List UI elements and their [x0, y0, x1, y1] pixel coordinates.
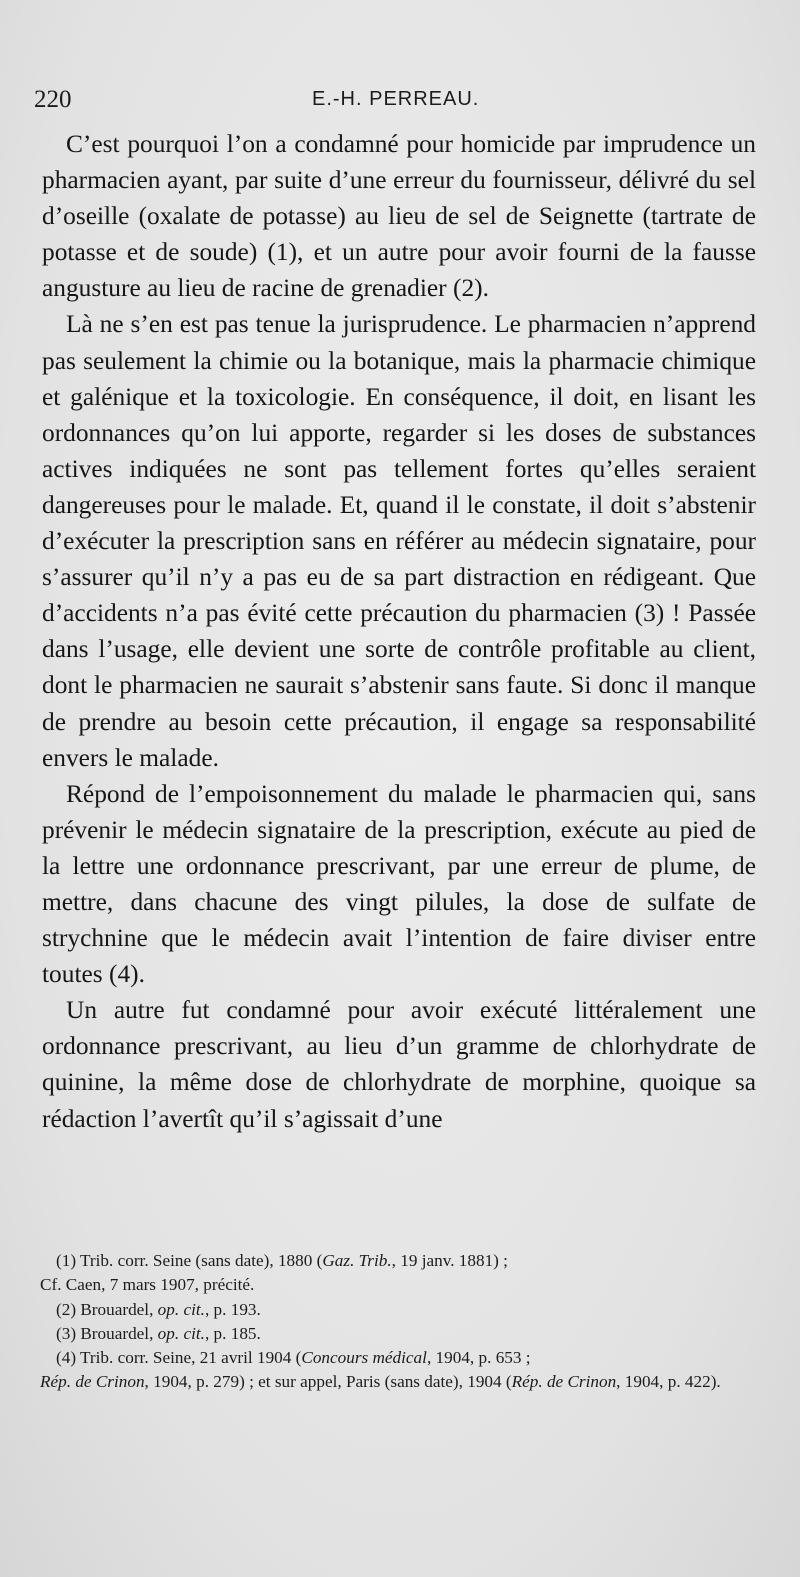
footnote-text: , 19 janv. 1881) ; [391, 1251, 508, 1270]
footnote-4 [40, 1346, 758, 1370]
paragraph: Là ne s’en est pas tenue la jurisprudence. Le pharmacien n’apprend pas seulement la chimie ou la botanique, mais la pharmacie chimique et galénique et la toxicologie. En conséquence, il doit, en lisant les ordonnances qu’on lui apporte, regarder si les doses de substances actives indiquées ne sont pas tellement fortes qu’elles seraient dangereuses pour le malade. Et, quand il le constate, il doit s’abstenir d’exécuter la prescription sans en référer au médecin signataire, pour s’assurer qu’il n’y a pas eu de sa part distraction en rédigeant. Que d’accidents n’a pas évité cette précaution du pharmacien (3) ! Passée dans l’usage, elle devient une sorte de contrôle profitable au client, dont le pharmacien ne saurait s’abstenir sans faute. Si donc il manque de prendre au besoin cette précaution, il engage sa responsabilité envers le malade. [42, 310, 756, 772]
footnote-1 [40, 1249, 758, 1273]
footnote-text: (1) Trib. corr. Seine (sans date), 1880 ( [56, 1251, 323, 1270]
footnotes [40, 1249, 758, 1395]
body-text [42, 126, 756, 1137]
footnote-citation: op. cit. [157, 1299, 205, 1319]
running-head: E.-H. PERREAU. [312, 88, 480, 110]
footnote-text: (2) Brouardel, [56, 1299, 158, 1319]
footnote-4-continued [40, 1370, 758, 1394]
page-number: 220 [34, 86, 72, 113]
paragraph: Un autre fut condamné pour avoir exécuté littéralement une ordonnance prescrivant, au lieu d’un gramme de chlorhydrate de quinine, la même dose de chlorhydrate de morphine, quoique sa rédaction l’avertît qu’il s’agissait d’une [42, 996, 756, 1133]
footnote-text: , 1904, p. 653 ; [426, 1348, 531, 1368]
footnote-text: (3) Brouardel, [56, 1323, 158, 1343]
footnote-text: , p. 193. [204, 1299, 261, 1319]
footnote-2 [40, 1298, 758, 1322]
footnote-text: (4) Trib. corr. Seine, 21 avril 1904 ( [56, 1348, 302, 1368]
footnote-text: , 1904, p. 279) ; et sur appel, Paris (sans date), 1904 ( [144, 1372, 512, 1392]
footnote-1-continued: Cf. Caen, 7 mars 1907, précité. [40, 1275, 255, 1295]
footnote-citation: Gaz. Trib. [322, 1251, 392, 1270]
paragraph: Répond de l’empoisonnement du malade le pharmacien qui, sans prévenir le médecin signataire de la prescription, exécute au pied de la lettre une ordonnance prescrivant, par une erreur de plume, de mettre, dans chacune des vingt pilules, la dose de sulfate de strychnine que le médecin avait l’intention de faire diviser entre toutes (4). [42, 779, 756, 989]
footnote-citation: Rép. de Crinon [511, 1372, 617, 1392]
footnote-text: , p. 185. [204, 1323, 261, 1343]
footnote-3 [40, 1322, 758, 1346]
page-header [34, 86, 754, 116]
footnote-citation: op. cit. [157, 1323, 205, 1343]
footnote-citation: Rép. de Crinon [40, 1372, 145, 1392]
footnote-citation: Concours médical [301, 1348, 427, 1368]
footnote-text: , 1904, p. 422). [616, 1372, 721, 1392]
paragraph: C’est pourquoi l’on a condamné pour homicide par imprudence un pharmacien ayant, par suite d’une erreur du fournisseur, délivré du sel d’oseille (oxalate de potasse) au lieu de sel de Seignette (tartrate de potasse et de soude) (1), et un autre pour avoir fourni de la fausse angusture au lieu de racine de grenadier (2). [42, 130, 756, 303]
